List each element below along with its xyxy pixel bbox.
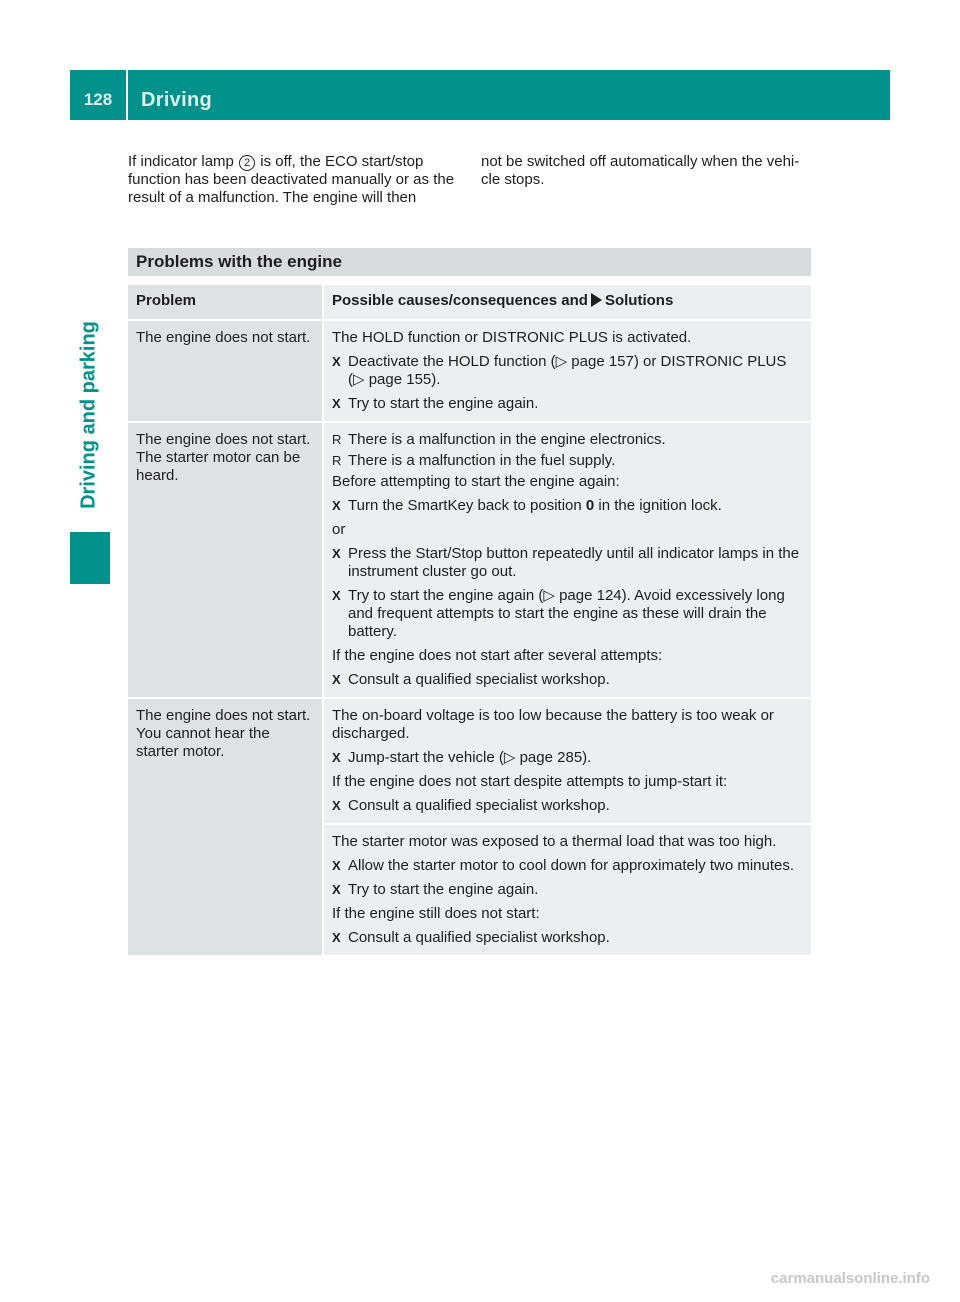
step-arrow-icon: X	[332, 396, 341, 411]
chapter-title: Driving	[141, 89, 212, 111]
bullet-icon: R	[332, 432, 342, 447]
step-text: Deactivate the HOLD function (▷ page 157) or DISTRONIC PLUS (▷ page 155).	[348, 353, 787, 388]
table-header-row	[128, 285, 811, 319]
step-arrow-icon: X	[332, 354, 341, 369]
table-row	[128, 421, 811, 697]
instruction-text: If the engine still does not start:	[332, 905, 540, 922]
intro-paragraph-right: not be switched off automatically when the vehi-cle stops.	[481, 153, 800, 188]
bullet-icon: R	[332, 453, 342, 468]
bullet-text: There is a malfunction in the fuel supply.	[348, 452, 616, 469]
step-text: in the ignition lock.	[598, 497, 722, 514]
cause-bullet	[332, 431, 803, 449]
bullet-text: There is a malfunction in the engine electronics.	[348, 431, 666, 448]
cause-bullet	[332, 452, 803, 470]
solution-cell	[324, 421, 811, 697]
solution-cell	[324, 697, 811, 955]
problem-cell: The engine does not start. The starter motor can be heard.	[128, 421, 324, 697]
action-step	[332, 749, 803, 767]
action-step	[332, 545, 803, 581]
step-arrow-icon: X	[332, 930, 341, 945]
header-solutions-suffix: Solutions	[604, 292, 674, 309]
problems-table	[128, 285, 811, 955]
side-chapter-label	[68, 300, 110, 530]
step-text: Consult a qualified specialist workshop.	[348, 797, 610, 814]
step-text: Jump-start the vehicle (▷ page 285).	[348, 749, 592, 766]
step-text: Press the Start/Stop button repeatedly until all indicator lamps in the instrument cluster go out.	[348, 545, 800, 580]
step-arrow-icon: X	[332, 750, 341, 765]
action-arrow-icon	[591, 293, 602, 307]
action-step	[332, 797, 803, 815]
header-problem: Problem	[128, 285, 324, 319]
indicator-lamp-number-icon: 2	[239, 155, 255, 171]
problem-cell: The engine does not start. You cannot hear the starter motor.	[128, 697, 324, 955]
step-text: Allow the starter motor to cool down for approximately two minutes.	[348, 857, 795, 874]
step-text: Consult a qualified specialist workshop.	[348, 929, 610, 946]
instruction-text: If the engine does not start after several attempts:	[332, 647, 663, 664]
instruction-text: Before attempting to start the engine again:	[332, 473, 620, 490]
side-chapter-text: Driving and parking	[77, 321, 100, 509]
action-step	[332, 497, 803, 515]
cause-text: The HOLD function or DISTRONIC PLUS is activated.	[332, 329, 692, 346]
step-arrow-icon: X	[332, 882, 341, 897]
step-text: Try to start the engine again.	[348, 395, 539, 412]
intro-right-column	[481, 153, 816, 189]
step-text: Turn the SmartKey back to position	[348, 497, 582, 514]
problem-cell: The engine does not start.	[128, 319, 324, 421]
table-row	[128, 319, 811, 421]
instruction-text: If the engine does not start despite attempts to jump-start it:	[332, 773, 728, 790]
action-step	[332, 929, 803, 947]
action-step	[332, 671, 803, 689]
action-step	[332, 395, 803, 413]
or-text: or	[332, 521, 346, 538]
step-arrow-icon: X	[332, 546, 341, 561]
step-arrow-icon: X	[332, 858, 341, 873]
section-title: Problems with the engine	[128, 248, 811, 276]
header-solutions	[324, 285, 811, 319]
step-arrow-icon: X	[332, 798, 341, 813]
page-number: 128	[83, 90, 113, 109]
solution-cell	[324, 319, 811, 421]
step-arrow-icon: X	[332, 672, 341, 687]
intro-text-part2: is off, the ECO start/stop function has been deactivated manually or as the result of a malfunction. The engine will then	[128, 153, 455, 206]
intro-text-part1: If indicator lamp	[128, 153, 234, 170]
step-text: Try to start the engine again.	[348, 881, 539, 898]
header-solutions-prefix: Possible causes/consequences and	[332, 292, 588, 309]
action-step	[332, 857, 803, 875]
step-text: Consult a qualified specialist workshop.	[348, 671, 610, 688]
step-text: Try to start the engine again (▷ page 124). Avoid excessively long and frequent attempts to start the engine as these will drain the battery.	[348, 587, 785, 640]
action-step	[332, 587, 803, 641]
cause-text: The starter motor was exposed to a thermal load that was too high.	[332, 833, 777, 850]
action-step	[332, 353, 803, 389]
intro-paragraph-left	[128, 153, 468, 207]
cause-divider	[324, 823, 811, 825]
step-arrow-icon: X	[332, 588, 341, 603]
watermark: carmanualsonline.info	[770, 1270, 930, 1287]
side-chapter-block	[70, 532, 110, 584]
step-arrow-icon: X	[332, 498, 341, 513]
table-row	[128, 697, 811, 955]
header-divider	[126, 70, 128, 120]
cause-text: The on-board voltage is too low because the battery is too weak or discharged.	[332, 707, 774, 742]
action-step	[332, 881, 803, 899]
ignition-position: 0	[585, 497, 595, 514]
intro-left-column	[128, 153, 468, 207]
